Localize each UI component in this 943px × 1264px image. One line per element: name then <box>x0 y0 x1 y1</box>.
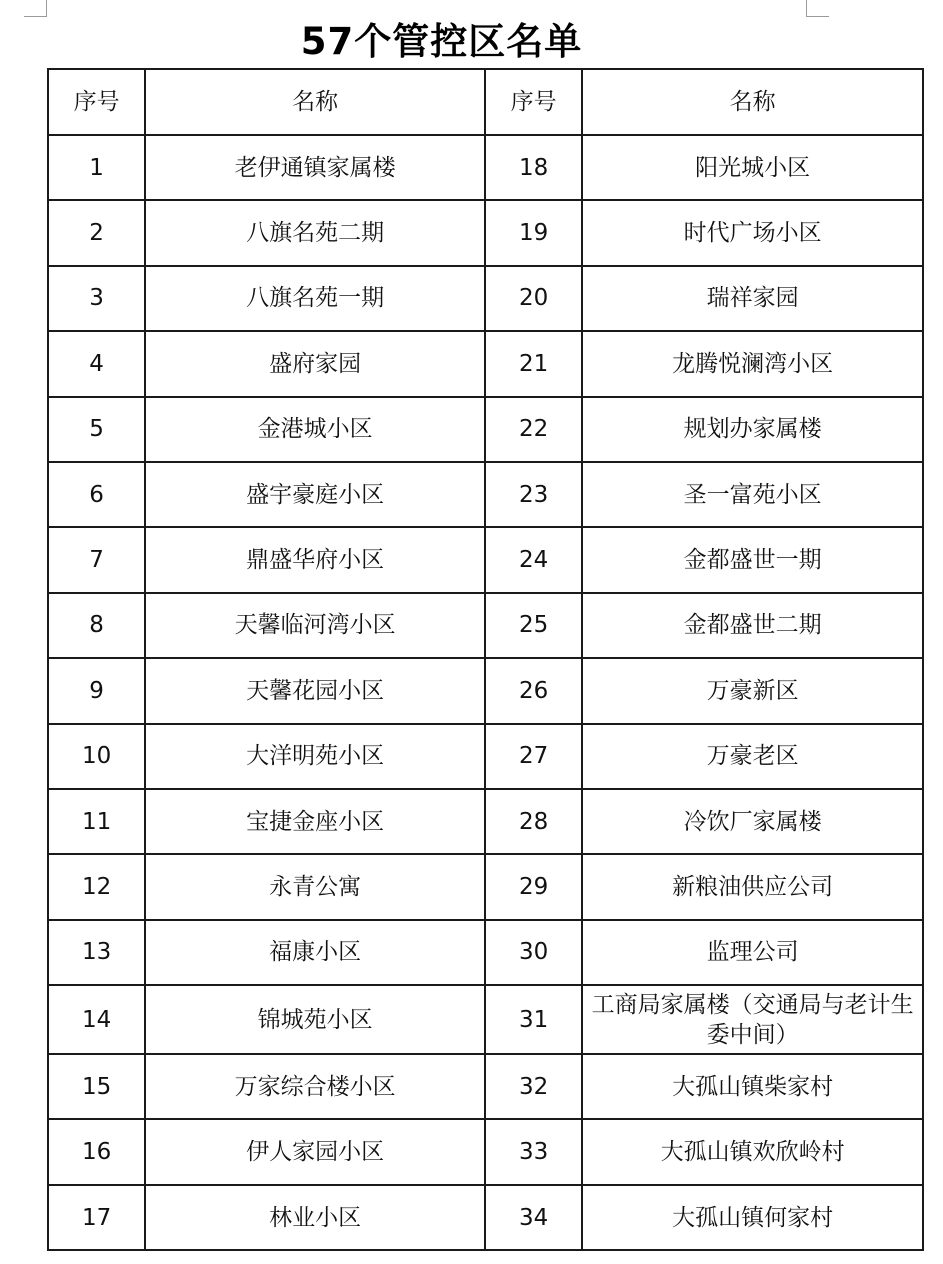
right-index-cell: 20 <box>485 266 582 331</box>
table-row <box>48 724 923 789</box>
table-row <box>48 1119 923 1184</box>
left-name-cell: 万家综合楼小区 <box>145 1054 485 1119</box>
left-index-cell: 12 <box>48 854 145 919</box>
left-name-cell: 盛府家园 <box>145 331 485 396</box>
left-name-cell: 锦城苑小区 <box>145 985 485 1054</box>
left-index-cell: 6 <box>48 462 145 527</box>
table-row <box>48 200 923 265</box>
table-header-row <box>48 69 923 135</box>
right-name-cell: 大孤山镇何家村 <box>582 1185 923 1250</box>
right-index-cell: 18 <box>485 135 582 200</box>
right-name-cell: 瑞祥家园 <box>582 266 923 331</box>
right-index-cell: 24 <box>485 527 582 592</box>
left-name-cell: 福康小区 <box>145 920 485 985</box>
table-row <box>48 985 923 1054</box>
table-body <box>48 135 923 1250</box>
table-row <box>48 920 923 985</box>
right-index-cell: 29 <box>485 854 582 919</box>
right-index-cell: 33 <box>485 1119 582 1184</box>
table-row <box>48 397 923 462</box>
left-name-cell: 盛宇豪庭小区 <box>145 462 485 527</box>
left-name-cell: 老伊通镇家属楼 <box>145 135 485 200</box>
table-row <box>48 266 923 331</box>
right-name-cell: 圣一富苑小区 <box>582 462 923 527</box>
table-row <box>48 135 923 200</box>
table-row <box>48 1054 923 1119</box>
header-index-left: 序号 <box>48 69 145 135</box>
left-name-cell: 八旗名苑一期 <box>145 266 485 331</box>
right-index-cell: 23 <box>485 462 582 527</box>
table-row <box>48 593 923 658</box>
right-index-cell: 19 <box>485 200 582 265</box>
right-name-cell: 工商局家属楼（交通局与老计生委中间） <box>582 985 923 1054</box>
right-index-cell: 31 <box>485 985 582 1054</box>
table-row <box>48 658 923 723</box>
right-index-cell: 22 <box>485 397 582 462</box>
table-row <box>48 527 923 592</box>
left-name-cell: 天馨花园小区 <box>145 658 485 723</box>
right-index-cell: 25 <box>485 593 582 658</box>
left-index-cell: 9 <box>48 658 145 723</box>
table-row <box>48 854 923 919</box>
right-name-cell: 阳光城小区 <box>582 135 923 200</box>
document-title: 57个管控区名单 <box>300 20 583 63</box>
right-index-cell: 21 <box>485 331 582 396</box>
right-name-cell: 龙腾悦澜湾小区 <box>582 331 923 396</box>
right-name-cell: 规划办家属楼 <box>582 397 923 462</box>
page-corner-mark-left <box>24 0 47 17</box>
header-name-left: 名称 <box>145 69 485 135</box>
right-name-cell: 大孤山镇柴家村 <box>582 1054 923 1119</box>
right-name-cell: 金都盛世二期 <box>582 593 923 658</box>
left-index-cell: 16 <box>48 1119 145 1184</box>
left-index-cell: 17 <box>48 1185 145 1250</box>
table-row <box>48 1185 923 1250</box>
right-name-cell: 监理公司 <box>582 920 923 985</box>
left-name-cell: 大洋明苑小区 <box>145 724 485 789</box>
right-name-cell: 冷饮厂家属楼 <box>582 789 923 854</box>
page-corner-mark-right <box>806 0 829 17</box>
right-index-cell: 26 <box>485 658 582 723</box>
control-zone-table <box>47 68 924 1251</box>
right-name-cell: 万豪新区 <box>582 658 923 723</box>
right-name-cell: 大孤山镇欢欣岭村 <box>582 1119 923 1184</box>
right-index-cell: 28 <box>485 789 582 854</box>
left-index-cell: 4 <box>48 331 145 396</box>
right-name-cell: 新粮油供应公司 <box>582 854 923 919</box>
left-index-cell: 15 <box>48 1054 145 1119</box>
left-index-cell: 5 <box>48 397 145 462</box>
left-index-cell: 10 <box>48 724 145 789</box>
right-name-cell: 金都盛世一期 <box>582 527 923 592</box>
header-index-right: 序号 <box>485 69 582 135</box>
left-name-cell: 金港城小区 <box>145 397 485 462</box>
right-index-cell: 27 <box>485 724 582 789</box>
left-name-cell: 林业小区 <box>145 1185 485 1250</box>
right-name-cell: 时代广场小区 <box>582 200 923 265</box>
table-row <box>48 331 923 396</box>
left-name-cell: 天馨临河湾小区 <box>145 593 485 658</box>
left-index-cell: 1 <box>48 135 145 200</box>
left-index-cell: 11 <box>48 789 145 854</box>
right-index-cell: 34 <box>485 1185 582 1250</box>
left-index-cell: 3 <box>48 266 145 331</box>
left-index-cell: 2 <box>48 200 145 265</box>
left-name-cell: 伊人家园小区 <box>145 1119 485 1184</box>
right-index-cell: 30 <box>485 920 582 985</box>
left-index-cell: 13 <box>48 920 145 985</box>
left-index-cell: 8 <box>48 593 145 658</box>
left-name-cell: 宝捷金座小区 <box>145 789 485 854</box>
left-name-cell: 鼎盛华府小区 <box>145 527 485 592</box>
table-row <box>48 462 923 527</box>
right-index-cell: 32 <box>485 1054 582 1119</box>
table-row <box>48 789 923 854</box>
right-name-cell: 万豪老区 <box>582 724 923 789</box>
left-index-cell: 14 <box>48 985 145 1054</box>
header-name-right: 名称 <box>582 69 923 135</box>
left-name-cell: 永青公寓 <box>145 854 485 919</box>
left-index-cell: 7 <box>48 527 145 592</box>
left-name-cell: 八旗名苑二期 <box>145 200 485 265</box>
